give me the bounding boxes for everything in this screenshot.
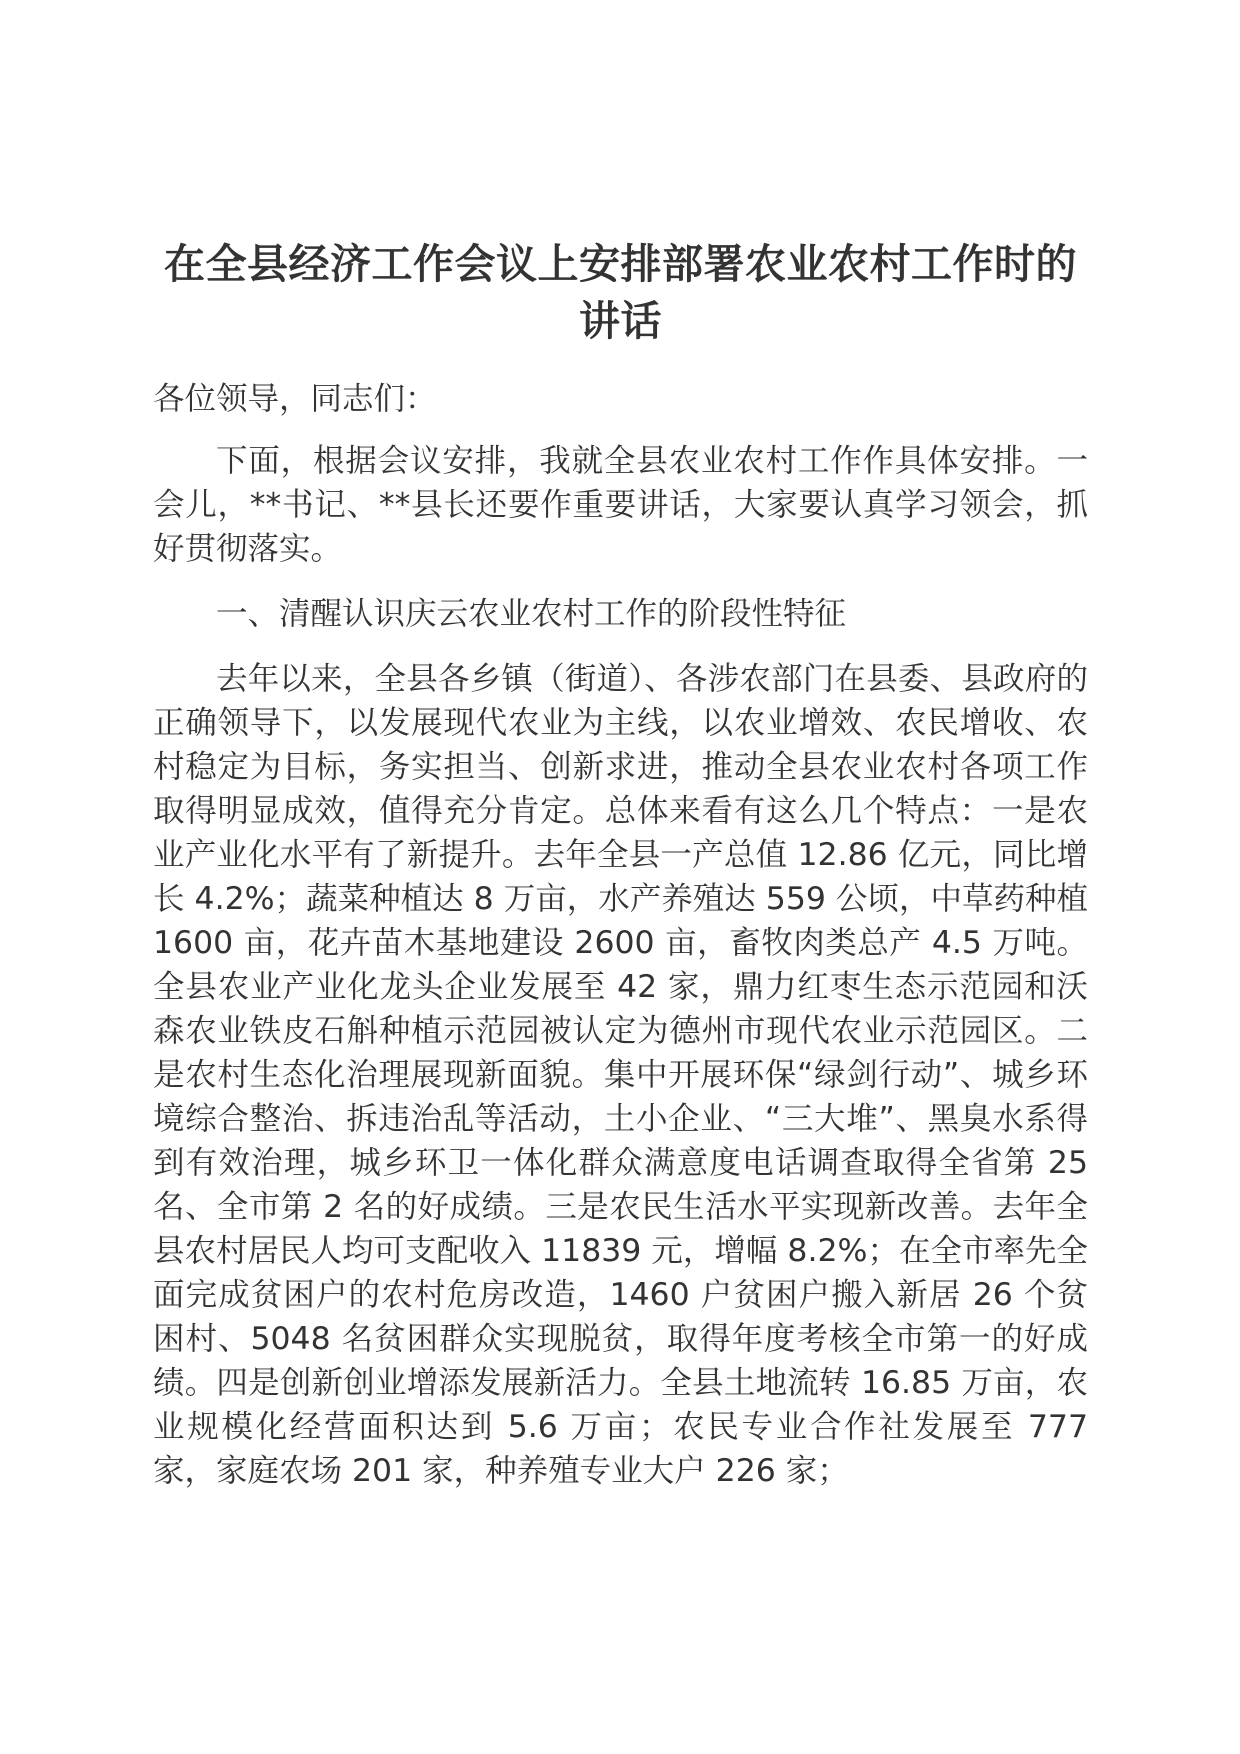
section-1-body: 去年以来，全县各乡镇（街道）、各涉农部门在县委、县政府的正确领导下，以发展现代农业为主线，以农业增效、农民增收、农村稳定为目标，务实担当、创新求进，推动全县农业农村各项工作取得明显成效，值得充分肯定。总体来看有这么几个特点：一是农业产业化水平有了新提升。去年全县一产总值 12.86 亿元，同比增长 4.2%；蔬菜种植达 8 万亩，水产养殖达 559 公顷，中草药种植 1600 亩，花卉苗木基地建设 2600 亩，畜牧肉类总产 4.5 万吨。全县农业产业化龙头企业发展至 42 家，鼎力红枣生态示范园和沃森农业铁皮石斛种植示范园被认定为德州市现代农业示范园区。二是农村生态化治理展现新面貌。集中开展环保“绿剑行动”、城乡环境综合整治、拆违治乱等活动，土小企业、“三大堆”、黑臭水系得到有效治理，城乡环卫一体化群众满意度电话调查取得全省第 25 名、全市第 2 名的好成绩。三是农民生活水平实现新改善。去年全县农村居民人均可支配收入 11839 元，增幅 8.2%；在全市率先全面完成贫困户的农村危房改造，1460 户贫困户搬入新居 26 个贫困村、5048 名贫困群众实现脱贫，取得年度考核全市第一的好成绩。四是创新创业增添发展新活力。全县土地流转 16.85 万亩，农业规模化经营面积达到 5.6 万亩；农民专业合作社发展至 777 家，家庭农场 201 家，种养殖专业大户 226 家；	[153, 661, 1088, 1489]
section-1-heading: 一、清醒认识庆云农业农村工作的阶段性特征	[216, 596, 847, 632]
intro-paragraph: 下面，根据会议安排，我就全县农业农村工作作具体安排。一会儿，**书记、**县长还要作重要讲话，大家要认真学习领会，抓好贯彻落实。	[153, 443, 1088, 567]
document-body	[153, 236, 1088, 1493]
salutation: 各位领导，同志们：	[153, 381, 437, 417]
document-title: 在全县经济工作会议上安排部署农业农村工作时的讲话	[164, 240, 1077, 345]
